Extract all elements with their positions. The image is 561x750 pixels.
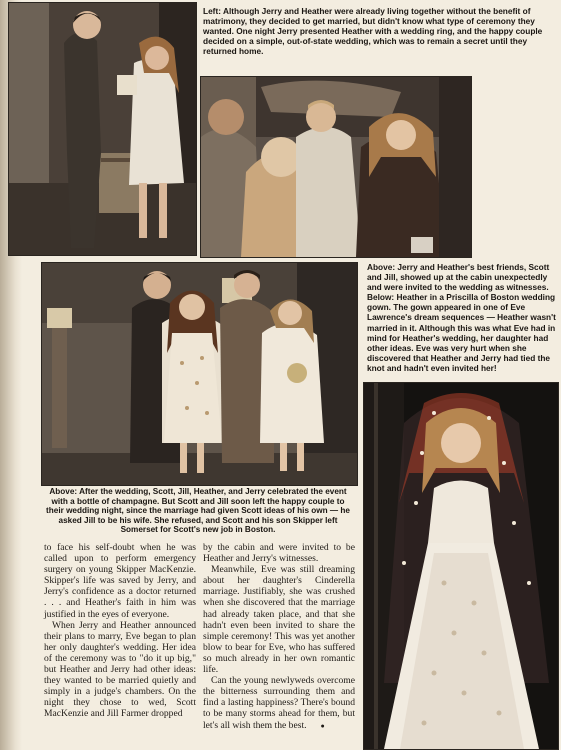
caption-friends-and-gown: Above: Jerry and Heather's best friends, Scott and Jill, showed up at the cabin unexpectedly and were invited to the wedding as witnesses. Below: Heather in a Priscilla of Boston wedding gown. The gown appeared in one of Eve Lawrence's dream sequences — Heather wasn't married in it. Although this was what Eve had in mind for Heather's wedding, her daughter had other ideas. Eve was very hurt when she discovered that Heather and Jerry had tied the knot and hadn't even invited her! [367, 262, 556, 373]
photo-friends-arrive [200, 76, 472, 258]
photo-wedding-group [41, 262, 358, 486]
article-paragraph: to face his self-doubt when he was called upon to perform emergency surgery on young Skipper MacKenzie. Skipper's life was saved by Jerry, and Jerry's confidence as a doctor returned . . . and Heather's faith in him was justified in the eyes of everyone. [44, 542, 196, 620]
article-column-2 [203, 542, 355, 732]
article-paragraph: When Jerry and Heather announced their plans to marry, Eve began to plan her only daughter's wedding. Her idea of the ceremony was to "do it up big," but Heather and Jerry had other ideas: they wanted to be married quietly and simply in a judge's chambers. On the night they chose to wed, Scott MacKenzie and Jill Farmer dropped [44, 619, 196, 720]
caption-champagne-celebration [44, 487, 352, 535]
article-paragraph-text: Can the young newlyweds overcome the bitterness surrounding them and find a lasting happiness? There's bound to be many storms ahead for them, but let's all wish them the best. [203, 675, 355, 731]
caption-ring-presentation: Left: Although Jerry and Heather were already living together without the benefit of matrimony, they decided to get married, but didn't know what type of ceremony they wanted. One night Jerry presented Heather with a wedding ring, and the happy couple decided on a simple, out-of-state wedding, which was to remain a secret until they returned home. [203, 6, 543, 57]
end-mark-icon: ● [320, 721, 325, 730]
article-column-1 [44, 542, 196, 720]
article-paragraph: by the cabin and were invited to be Heather and Jerry's witnesses. [203, 542, 355, 565]
photo-ring-presentation [8, 2, 197, 256]
caption-champagne-text: Above: After the wedding, Scott, Jill, Heather, and Jerry celebrated the event with a bottle of champagne. But Scott and Jill soon left the happy couple to their wedding night, since the marriage had given Scott ideas of his own — he asked Jill to be his wife. She refused, and Scott and his son Skipper left Somerset for Scott's new job in Boston. [46, 487, 350, 535]
article-paragraph: Meanwhile, Eve was still dreaming about her daughter's Cinderella marriage. Justifiably, she was crushed when she discovered that the marriage had already taken place, and that she hadn't even been invited to share the simple ceremony! This was yet another blow to bear for Eve, who has suffered so much already in her own romantic life. [203, 564, 355, 676]
article-paragraph [203, 675, 355, 731]
photo-bride-gown [363, 382, 559, 750]
